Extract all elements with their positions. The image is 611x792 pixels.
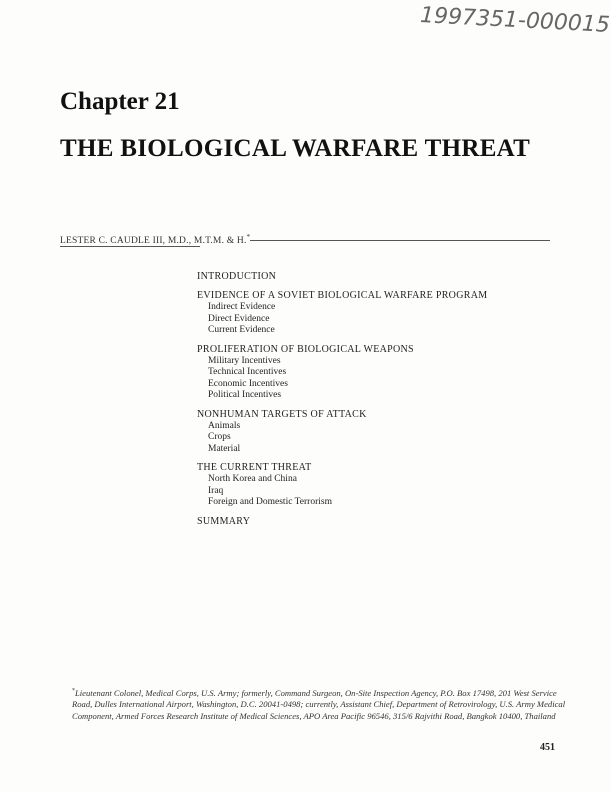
chapter-label: Chapter 21 xyxy=(60,88,180,115)
document-id-stamp: 1997351-000015 xyxy=(419,3,611,38)
outline-heading: THE CURRENT THREAT xyxy=(197,462,312,473)
outline-subitem: Current Evidence xyxy=(208,325,275,335)
outline-subitem: Indirect Evidence xyxy=(208,302,276,312)
outline-section xyxy=(197,408,527,456)
outline-subitem: Political Incentives xyxy=(208,390,282,400)
chapter-title: THE BIOLOGICAL WARFARE THREAT xyxy=(60,135,531,162)
outline-subitem: Foreign and Domestic Terrorism xyxy=(208,497,332,507)
chapter-outline xyxy=(197,270,527,534)
outline-subitem: Animals xyxy=(208,420,241,431)
outline-subitem: Military Incentives xyxy=(208,355,281,366)
outline-subitem: Material xyxy=(208,443,241,454)
author-footnote xyxy=(72,686,572,722)
outline-section xyxy=(197,515,527,528)
outline-subitem: Direct Evidence xyxy=(208,313,270,324)
outline-subitem: Iraq xyxy=(208,485,224,496)
outline-heading: PROLIFERATION OF BIOLOGICAL WEAPONS xyxy=(197,343,414,355)
author-footnote-mark: * xyxy=(246,233,251,241)
footnote-mark: * xyxy=(72,688,75,694)
author-rule xyxy=(250,240,550,241)
outline-subitem: Crops xyxy=(208,432,231,442)
author-line xyxy=(60,233,250,246)
author-underline xyxy=(60,246,200,247)
outline-heading: NONHUMAN TARGETS OF ATTACK xyxy=(197,408,367,420)
outline-subitem: Technical Incentives xyxy=(208,367,287,377)
page-number: 451 xyxy=(540,742,555,753)
outline-section xyxy=(197,461,527,509)
footnote-text: Lieutenant Colonel, Medical Corps, U.S. Army; formerly, Command Surgeon, On-Site Inspection Agency, P.O. Box 17498, 201 West Service Road, Dulles International Airport, Washington, D.C. 20041-0498; currently, Assistant Chief, Department of Retrovirology, U.S. Army Medical Component, Armed Forces Research Institute of Medical Sciences, APO Area Pacific 96546, 315/6 Rajvithi Road, Bangkok 10400, Thailand xyxy=(72,687,566,721)
outline-section xyxy=(197,289,527,337)
outline-subitem: North Korea and China xyxy=(208,474,297,484)
outline-heading: SUMMARY xyxy=(197,515,251,527)
outline-section xyxy=(197,270,527,283)
outline-heading: EVIDENCE OF A SOVIET BIOLOGICAL WARFARE PROGRAM xyxy=(197,290,488,301)
outline-subitem: Economic Incentives xyxy=(208,378,288,389)
author-name: LESTER C. CAUDLE III, M.D., M.T.M. & H. xyxy=(60,236,247,247)
outline-section xyxy=(197,343,527,402)
outline-heading: INTRODUCTION xyxy=(197,271,277,282)
